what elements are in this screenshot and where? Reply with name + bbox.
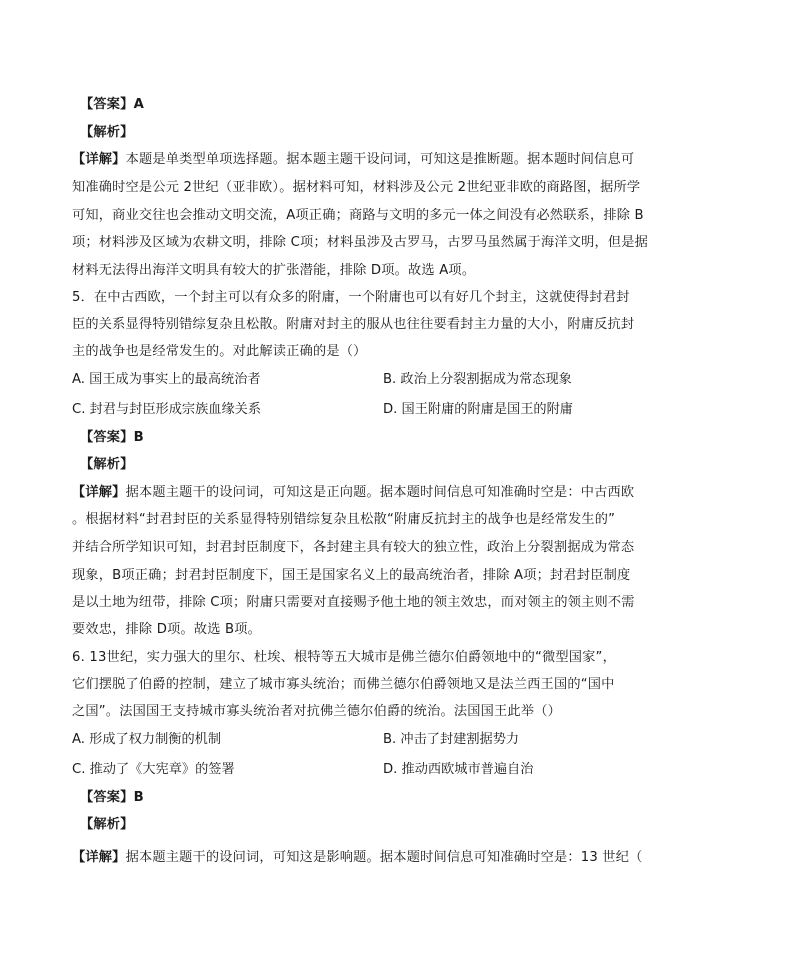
- q6-option-c: C. 推动了《大宪章》的签署: [72, 762, 235, 777]
- q6-option-b: B. 冲击了封建割据势力: [383, 732, 520, 747]
- q4-detail-line-3: 可知，商业交往也会推动文明交流，A项正确；商路与文明的多元一体之间没有必然联系，排除 B: [72, 208, 644, 223]
- q5-option-c: C. 封君与封臣形成宗族血缘关系: [72, 402, 262, 417]
- q5-stem-line-2: 臣的关系显得特别错综复杂且松散。附庸对封主的服从也往往要看封主力量的大小，附庸反抗封: [72, 317, 635, 332]
- q6-detail-line-1: 【详解】据本题主题干的设问词，可知这是影响题。据本题时间信息可知准确时空是：13 世纪（: [72, 850, 643, 865]
- q4-analysis-heading: 【解析】: [80, 125, 134, 140]
- q6-stem-line-1: 6. 13世纪，实力强大的里尔、杜埃、根特等五大城市是佛兰德尔伯爵领地中的“微型国家”，: [72, 650, 616, 665]
- q6-analysis-heading: 【解析】: [80, 817, 134, 832]
- q4-detail-line-1: 【详解】本题是单类型单项选择题。据本题主题干设问词，可知这是推断题。据本题时间信息可: [72, 152, 635, 167]
- q5-answer: 【答案】B: [80, 430, 144, 445]
- q5-option-b: B. 政治上分裂割据成为常态现象: [383, 372, 572, 387]
- q4-answer: 【答案】A: [80, 97, 144, 112]
- q4-detail-line-2: 知准确时空是公元 2世纪（亚非欧）。据材料可知，材料涉及公元 2世纪亚非欧的商路图，据所学: [72, 180, 641, 195]
- q5-detail-line-4: 现象，B项正确；封君封臣制度下，国王是国家名义上的最高统治者，排除 A项；封君封臣制度: [72, 568, 631, 583]
- q6-answer: 【答案】B: [80, 790, 144, 805]
- q6-option-d: D. 推动西欧城市普遍自治: [383, 762, 534, 777]
- q5-detail-line-6: 要效忠，排除 D项。故选 B项。: [72, 622, 262, 637]
- q6-option-a: A. 形成了权力制衡的机制: [72, 732, 222, 747]
- q6-stem-line-2: 它们摆脱了伯爵的控制，建立了城市寡头统治；而佛兰德尔伯爵领地又是法兰西王国的“国中: [72, 677, 615, 692]
- q4-detail-line-5: 材料无法得出海洋文明具有较大的扩张潜能，排除 D项。故选 A项。: [72, 263, 476, 278]
- q5-detail-line-1: 【详解】据本题主题干的设问词，可知这是正向题。据本题时间信息可知准确时空是：中古西欧: [72, 485, 635, 500]
- q5-analysis-heading: 【解析】: [80, 457, 134, 472]
- q5-option-d: D. 国王附庸的附庸是国王的附庸: [383, 402, 573, 417]
- q5-detail-line-3: 并结合所学知识可知，封君封臣制度下，各封建主具有较大的独立性，政治上分裂割据成为常态: [72, 540, 635, 555]
- q5-detail-line-2: 。根据材料“封君封臣的关系显得特别错综复杂且松散“附庸反抗封主的战争也是经常发生的”: [72, 512, 616, 527]
- q5-stem-line-1: 5．在中古西欧，一个封主可以有众多的附庸，一个附庸也可以有好几个封主，这就使得封君封: [72, 290, 630, 305]
- q5-stem-line-3: 主的战争也是经常发生的。对此解读正确的是（）: [72, 344, 367, 359]
- q5-detail-line-5: 是以土地为纽带，排除 C项；附庸只需要对直接赐予他土地的领主效忠，而对领主的领主则不需: [72, 595, 635, 610]
- q4-detail-line-4: 项；材料涉及区域为农耕文明，排除 C项；材料虽涉及古罗马，古罗马虽然属于海洋文明，但是据: [72, 235, 649, 250]
- q6-stem-line-3: 之国”。法国国王支持城市寡头统治者对抗佛兰德尔伯爵的统治。法国国王此举（）: [72, 704, 561, 719]
- q5-option-a: A. 国王成为事实上的最高统治者: [72, 372, 261, 387]
